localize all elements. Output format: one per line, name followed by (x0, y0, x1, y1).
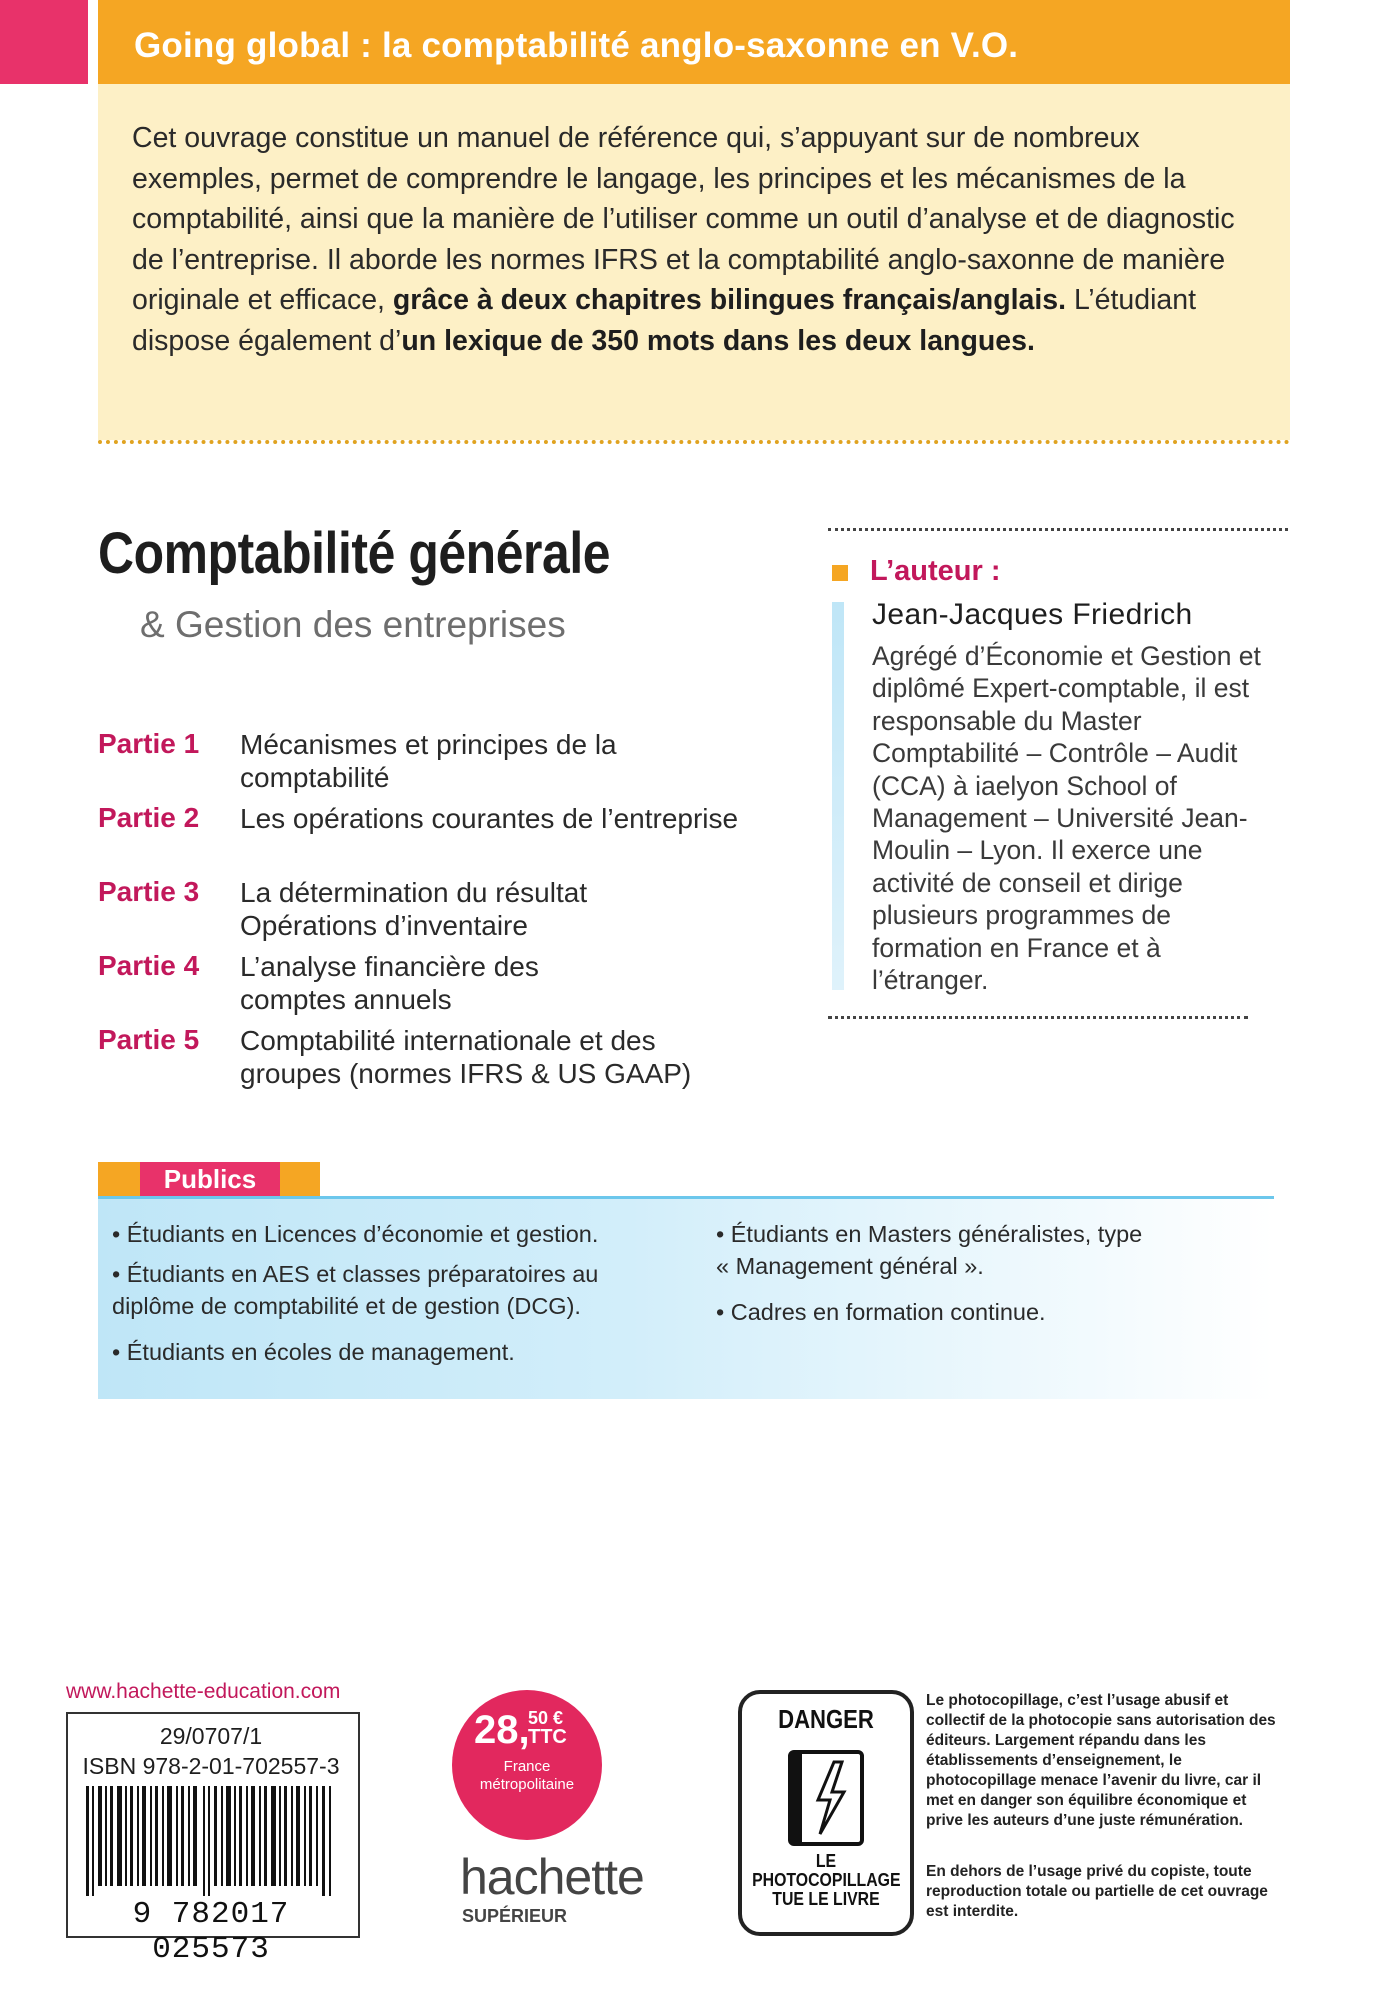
author-bottom-rule (828, 1016, 1248, 1019)
intro-divider (98, 440, 1290, 444)
author-bullet-icon (832, 565, 848, 581)
part-title: La détermination du résultat Opérations d’inventaire (240, 877, 588, 941)
price-badge (452, 1690, 602, 1840)
intro-text-2: L’étudiant dispose également d’ (132, 284, 1197, 357)
author-name: Jean-Jacques Friedrich (872, 598, 1193, 631)
danger-line: LE (815, 1851, 837, 1871)
intro-paragraph (132, 118, 1272, 361)
copyright-notice: Le photocopillage, c’est l’usage abusif et collectif de la photocopie sans autorisation des éditeurs. Largement répandu dans les établissements d’enseignement, le photocopillage menace l’avenir du livre, car il met en danger son équilibre économique et prive les auteurs d’une juste rémunération. (926, 1692, 1276, 1829)
part-title: Mécanismes et principes de la comptabilité (240, 729, 617, 793)
part-label: Partie 3 (98, 876, 200, 907)
danger-logo (738, 1690, 914, 1936)
product-code: 29/0707/1 (159, 1723, 263, 1749)
publics-item: • Étudiants en écoles de management. (112, 1339, 515, 1365)
publics-tab-accent-left (98, 1162, 140, 1196)
price-region-line: France (503, 1758, 551, 1775)
banner-title: Going global : la comptabilité anglo-saxonne en V.O. (134, 26, 1019, 65)
price-ttc: TTC (528, 1726, 567, 1748)
intro-bold-1: grâce à deux chapitres bilingues français/anglais. (392, 284, 1067, 316)
part-label: Partie 4 (98, 950, 200, 981)
price-main: 28, (474, 1708, 530, 1752)
publics-label: Publics (140, 1162, 280, 1196)
author-heading: L’auteur : (870, 555, 1001, 587)
website-link[interactable]: www.hachette-education.com (66, 1680, 341, 1703)
part-title: Comptabilité internationale et des groupes (normes IFRS & US GAAP) (240, 1025, 692, 1089)
danger-line: TUE LE LIVRE (772, 1889, 880, 1909)
part-label: Partie 5 (98, 1024, 200, 1055)
danger-line: PHOTOCOPILLAGE (752, 1870, 901, 1890)
author-bio: Agrégé d’Économie et Gestion et diplômé Expert-comptable, il est responsable du Master Comptabilité – Contrôle – Audit (CCA) à iaelyon School of Management – Université Jean-Moulin – Lyon. Il exerce une activité de conseil et dirige plusieurs programmes de formation en France et à l’étranger. (872, 641, 1261, 996)
publisher-logo: hachette (460, 1849, 644, 1905)
danger-word: DANGER (778, 1704, 874, 1734)
part-title: L’analyse financière des comptes annuels (240, 951, 539, 1015)
part-label: Partie 1 (98, 728, 200, 759)
publics-item: • Cadres en formation continue. (716, 1299, 1046, 1325)
part-title: Les opérations courantes de l’entreprise (240, 803, 739, 834)
book-title: Comptabilité générale (98, 521, 611, 586)
copyright-notice: En dehors de l’usage privé du copiste, toute reproduction totale ou partielle de cet ouvrage est interdite. (926, 1863, 1268, 1920)
barcode-digits: 9 782017 025573 (132, 1897, 290, 1967)
intro-text-1: Cet ouvrage constitue un manuel de référence qui, s’appuyant sur de nombreux exemples, permet de comprendre le langage, les principes et les mécanismes de la comptabilité, ainsi que la manière de l’utiliser comme un outil d’analyse et de diagnostic de l’entreprise. Il aborde les normes IFRS et la comptabilité anglo-saxonne de manière originale et efficace, (132, 122, 1235, 316)
part-label: Partie 2 (98, 802, 200, 833)
price-region (452, 1758, 602, 1794)
author-top-rule (828, 528, 1288, 531)
publics-item: • Étudiants en Masters généralistes, type « Management général ». (716, 1221, 1143, 1279)
corner-accent (0, 0, 88, 84)
publisher-imprint: SUPÉRIEUR (462, 1906, 568, 1926)
intro-bold-2: un lexique de 350 mots dans les deux langues. (401, 324, 1035, 357)
isbn: ISBN 978-2-01-702557-3 (82, 1753, 340, 1779)
barcode-icon (84, 1786, 338, 1896)
publics-item: • Étudiants en AES et classes préparatoires au diplôme de comptabilité et de gestion (DCG). (112, 1261, 599, 1319)
publics-tab-accent-right (280, 1162, 320, 1196)
book-subtitle: & Gestion des entreprises (140, 604, 566, 645)
publics-item: • Étudiants en Licences d’économie et gestion. (112, 1221, 599, 1247)
price-cents: 50 € (528, 1708, 564, 1728)
book-lightning-icon (784, 1748, 868, 1848)
author-side-bar (832, 602, 844, 990)
price-region-line: métropolitaine (479, 1776, 575, 1793)
